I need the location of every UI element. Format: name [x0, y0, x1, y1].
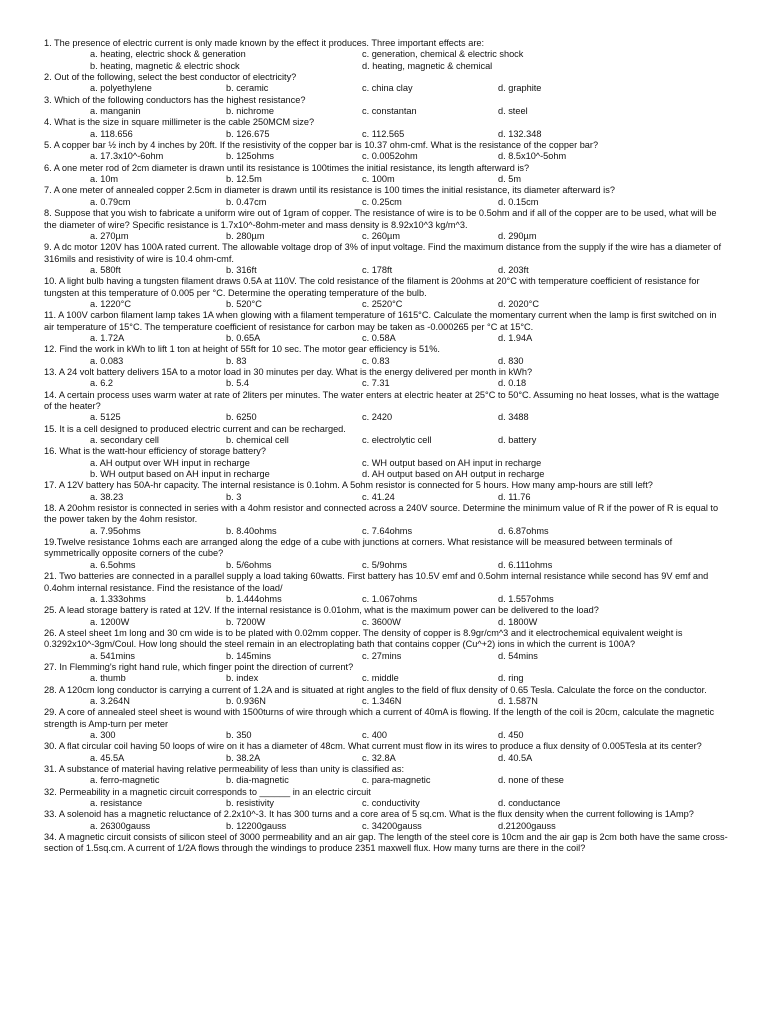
answer-option: b. 8.40ohms: [226, 525, 277, 536]
answer-option: b. 12200gauss: [226, 820, 287, 831]
answer-option: a. 7.95ohms: [90, 525, 141, 536]
answer-option: a. 1220°C: [90, 298, 131, 309]
answer-option: a. 118.656: [90, 128, 133, 139]
answer-option: a. polyethylene: [90, 83, 152, 94]
answer-option: d. 8.5x10^-5ohm: [498, 151, 567, 162]
question-text: 30. A flat circular coil having 50 loops of wire on it has a diameter of 48cm. What current must flow in its wires to produce a flux density of 0.005Tesla at its center?: [44, 741, 702, 752]
answer-option: b. chemical cell: [226, 435, 289, 446]
answer-option: b. 0.47cm: [226, 196, 267, 207]
answer-option: c. 34200gauss: [362, 820, 422, 831]
answer-options: [44, 526, 728, 537]
answer-option: a. 580ft: [90, 264, 121, 275]
answer-option: d. 11.76: [498, 491, 531, 502]
question-item: [44, 605, 728, 628]
answer-option: b. 83: [226, 355, 247, 366]
question-item: [44, 662, 728, 685]
answer-option: d. 6.87ohms: [498, 525, 549, 536]
answer-option: c. 41.24: [362, 491, 395, 502]
question-text: 32. Permeability in a magnetic circuit corresponds to ______ in an electric circuit: [44, 786, 371, 797]
question-item: [44, 95, 728, 118]
question-text: 27. In Flemming's right hand rule, which finger point the direction of current?: [44, 661, 354, 672]
answer-options: [44, 730, 728, 741]
answer-option: a. 17.3x10^-6ohm: [90, 151, 164, 162]
answer-option: b. ceramic: [226, 83, 269, 94]
answer-options: [44, 83, 728, 94]
answer-option: a. 38.23: [90, 491, 124, 502]
question-item: [44, 310, 728, 344]
question-text: 13. A 24 volt battery delivers 15A to a motor load in 30 minutes per day. What is the energy delivered per month in kWh?: [44, 366, 533, 377]
answer-option: c. 178ft: [362, 264, 393, 275]
answer-option: a. 10m: [90, 174, 119, 185]
question-text: 12. Find the work in kWh to lift 1 ton at height of 55ft for 10 sec. The motor gear efficiency is 51%.: [44, 344, 440, 355]
answer-option: c. 32.8A: [362, 752, 396, 763]
answer-option: c. 100m: [362, 174, 395, 185]
answer-option: a. ferro-magnetic: [90, 775, 160, 786]
answer-option: c. 2420: [362, 412, 393, 423]
answer-option: a. 0.083: [90, 355, 124, 366]
question-text: 21. Two batteries are connected in a parallel supply a load taking 60watts. First battery has 10.5V emf and 0.5ohm internal resistance while second has 9V emf and 0.4ohm internal resistance. Find the resistance of the load/: [44, 571, 709, 593]
answer-options: [44, 151, 728, 162]
question-text: 6. A one meter rod of 2cm diameter is drawn until its resistance is 100times the initial resistance, its length afterward is?: [44, 162, 530, 173]
question-item: [44, 38, 728, 72]
question-item: [44, 809, 728, 832]
question-item: [44, 242, 728, 276]
question-item: [44, 185, 728, 208]
answer-option: c. 7.31: [362, 378, 390, 389]
answer-option: d.21200gauss: [498, 820, 556, 831]
answer-option: d. 290µm: [498, 230, 537, 241]
answer-option: c. 1.346N: [362, 695, 402, 706]
question-item: [44, 446, 728, 480]
answer-option: b. 350: [226, 729, 252, 740]
question-item: [44, 117, 728, 140]
answer-option: c. constantan: [362, 106, 417, 117]
answer-options: [44, 492, 728, 503]
answer-options: [44, 673, 728, 684]
answer-options: [44, 333, 728, 344]
answer-option: c. 0.83: [362, 355, 390, 366]
answer-option: c. 112.565: [362, 128, 405, 139]
answer-option: a. 3.264N: [90, 695, 130, 706]
answer-option: d. steel: [498, 106, 528, 117]
answer-option: d. 40.5A: [498, 752, 533, 763]
question-item: [44, 764, 728, 787]
question-item: [44, 685, 728, 708]
answer-option: c. electrolytic cell: [362, 435, 432, 446]
question-text: 3. Which of the following conductors has the highest resistance?: [44, 94, 306, 105]
answer-option: c. 0.0052ohm: [362, 151, 418, 162]
answer-option: a. 26300gauss: [90, 820, 151, 831]
question-item: [44, 163, 728, 186]
answer-option: d. 3488: [498, 412, 529, 423]
answer-options: [44, 651, 728, 662]
question-item: [44, 367, 728, 390]
question-item: [44, 480, 728, 503]
answer-option: b. 7200W: [226, 616, 266, 627]
answer-option: a. manganin: [90, 106, 141, 117]
answer-option: b. 3: [226, 491, 242, 502]
answer-option: d. 54mins: [498, 650, 538, 661]
answer-option: c. 1.067ohms: [362, 593, 418, 604]
question-text: 5. A copper bar ½ inch by 4 inches by 20ft. If the resistivity of the copper bar is 10.37 ohm-cmf. What is the resistance of the copper bar?: [44, 140, 599, 151]
answer-option: a. 1.72A: [90, 332, 125, 343]
answer-options: [44, 798, 728, 809]
answer-options: [44, 617, 728, 628]
answer-option: a. 1200W: [90, 616, 130, 627]
answer-option: a. 45.5A: [90, 752, 125, 763]
answer-option: b. 12.5m: [226, 174, 262, 185]
answer-option: c. 7.64ohms: [362, 525, 413, 536]
answer-option: d. 830: [498, 355, 524, 366]
answer-option: b. nichrome: [226, 106, 275, 117]
answer-option: b. 0.65A: [226, 332, 261, 343]
answer-option: c. 2520°C: [362, 298, 403, 309]
answer-options: [44, 775, 728, 786]
answer-option: c. 400: [362, 729, 388, 740]
answer-option: b. 5/6ohms: [226, 559, 272, 570]
answer-option: d. 6.111ohms: [498, 559, 553, 570]
answer-option: b. 38.2A: [226, 752, 261, 763]
answer-option: d. 5m: [498, 174, 521, 185]
answer-option: d. 450: [498, 729, 524, 740]
answer-option: a. 5125: [90, 412, 121, 423]
question-item: [44, 707, 728, 741]
answer-option: b. 280µm: [226, 230, 265, 241]
answer-option: d. 1.587N: [498, 695, 538, 706]
answer-option: c. para-magnetic: [362, 775, 431, 786]
answer-option: d. graphite: [498, 83, 542, 94]
question-item: [44, 832, 728, 855]
answer-option: b. index: [226, 673, 259, 684]
answer-option: d. conductance: [498, 798, 561, 809]
question-item: [44, 571, 728, 605]
question-text: 8. Suppose that you wish to fabricate a uniform wire out of 1gram of copper. The resistance of wire is to be 0.5ohm and if all of the copper are to be used, what will be the diameter of wire? Specific resistance is 1.7x10^-8ohm-meter and mass density is 8.92x10^3 kg/m^3.: [44, 208, 717, 230]
answer-options: [44, 560, 728, 571]
answer-options: [44, 197, 728, 208]
question-text: 16. What is the watt-hour efficiency of storage battery?: [44, 446, 266, 457]
question-text: 11. A 100V carbon filament lamp takes 1A when glowing with a filament temperature of 1615°C. Calculate the momentary current when the lamp is first switched on in air temperature of 15°C. The temperature coefficient of resistance for carbon may be taken as -0.000265 per °C at 15°C.: [44, 310, 717, 332]
answer-options: [44, 458, 728, 481]
answer-option: a. secondary cell: [90, 435, 159, 446]
answer-option: c. WH output based on AH input in recharge: [362, 457, 542, 468]
answer-options: [44, 265, 728, 276]
answer-options: [44, 231, 728, 242]
question-item: [44, 390, 728, 424]
answer-option: b. 1.444ohms: [226, 593, 282, 604]
answer-option: d. battery: [498, 435, 537, 446]
question-text: 17. A 12V battery has 50A-hr capacity. The internal resistance is 0.1ohm. A 5ohm resistor is connected for 5 hours. How many amp-hours are still left?: [44, 480, 653, 491]
question-item: [44, 344, 728, 367]
question-text: 18. A 20ohm resistor is connected in series with a 4ohm resistor and connected across a 240V source. Determine the minimum value of R if the power of R is equal to the power taken by the 4ohm resistor.: [44, 503, 719, 525]
question-text: 25. A lead storage battery is rated at 12V. If the internal resistance is 0.01ohm, what is the maximum power can be delivered to the load?: [44, 605, 599, 616]
question-item: [44, 424, 728, 447]
question-item: [44, 537, 728, 571]
answer-options: [44, 129, 728, 140]
answer-options: [44, 378, 728, 389]
answer-option: a. 300: [90, 729, 116, 740]
answer-option: a. thumb: [90, 673, 126, 684]
answer-option: c. 0.25cm: [362, 196, 402, 207]
question-text: 28. A 120cm long conductor is carrying a current of 1.2A and is situated at right angles to the field of flux density of 0.65 Tesla. Calculate the force on the conductor.: [44, 684, 707, 695]
answer-options: [44, 696, 728, 707]
answer-options: [44, 435, 728, 446]
answer-options: [44, 106, 728, 117]
answer-option: b. heating, magnetic & electric shock: [90, 60, 240, 71]
answer-option: b. 125ohms: [226, 151, 275, 162]
answer-option: b. 520°C: [226, 298, 262, 309]
question-item: [44, 140, 728, 163]
question-item: [44, 276, 728, 310]
answer-option: d. none of these: [498, 775, 564, 786]
answer-options: [44, 594, 728, 605]
question-item: [44, 208, 728, 242]
answer-option: d. 132.348: [498, 128, 542, 139]
answer-option: a. 541mins: [90, 650, 135, 661]
question-item: [44, 72, 728, 95]
question-text: 34. A magnetic circuit consists of silicon steel of 3000 permeability and an air gap. The length of the steel core is 10cm and the air gap is 2cm both have the same cross-section of 1.5sq.cm. A current of 1/2A flows through the windings to produce 2351 maxwell flux. How many turns are there in the coil?: [44, 832, 728, 854]
answer-option: a. AH output over WH input in recharge: [90, 457, 250, 468]
answer-option: d. 203ft: [498, 264, 529, 275]
question-text: 15. It is a cell designed to produced electric current and can be recharged.: [44, 423, 346, 434]
answer-option: d. 2020°C: [498, 298, 539, 309]
answer-option: a. resistance: [90, 798, 143, 809]
question-text: 29. A core of annealed steel sheet is wound with 1500turns of wire through which a current of 40mA is flowing. If the length of the coil is 20cm, calculate the magnetic strength is Amp-turn per meter: [44, 707, 715, 729]
answer-option: d. ring: [498, 673, 524, 684]
answer-options: [44, 174, 728, 185]
answer-option: a. 0.79cm: [90, 196, 131, 207]
answer-option: c. china clay: [362, 83, 413, 94]
question-text: 33. A solenoid has a magnetic reluctance of 2.2x10^-3. It has 300 turns and a core area of 5 sq.cm. What is the flux density when the current following is 1Amp?: [44, 809, 694, 820]
answer-option: b. resistivity: [226, 798, 274, 809]
answer-options: [44, 412, 728, 423]
answer-option: b. WH output based on AH input in recharge: [90, 469, 270, 480]
answer-option: c. 0.58A: [362, 332, 396, 343]
answer-option: c. 27mins: [362, 650, 402, 661]
answer-option: a. 1.333ohms: [90, 593, 146, 604]
answer-option: d. 0.18: [498, 378, 527, 389]
answer-option: c. 5/9ohms: [362, 559, 407, 570]
question-text: 31. A substance of material having relative permeability of less than unity is classified as:: [44, 764, 405, 774]
answer-option: b. 6250: [226, 412, 257, 423]
answer-option: d. 1.94A: [498, 332, 533, 343]
answer-option: c. 3600W: [362, 616, 401, 627]
question-text: 1. The presence of electric current is only made known by the effect it produces. Three important effects are:: [44, 38, 485, 48]
question-item: [44, 787, 728, 810]
question-item: [44, 741, 728, 764]
question-text: 7. A one meter of annealed copper 2.5cm in diameter is drawn until its resistance is 100 times the initial resistance, its diameter afterward is?: [44, 185, 615, 196]
answer-option: c. conductivity: [362, 798, 420, 809]
question-text: 19.Twelve resistance 1ohms each are arranged along the edge of a cube with junctions at corners. What resistance will be measured between terminals of symmetrically opposite corners of the cube?: [44, 537, 673, 559]
answer-option: b. 126.675: [226, 128, 270, 139]
answer-option: a. 6.2: [90, 378, 113, 389]
answer-option: b. dia-magnetic: [226, 775, 289, 786]
answer-option: d. 1.557ohms: [498, 593, 554, 604]
answer-options: [44, 356, 728, 367]
question-text: 14. A certain process uses warm water at rate of 2liters per minutes. The water enters at electric heater at 25°C to 50°C. Assuming no heat losses, what is the wattage of the heater?: [44, 389, 720, 411]
answer-option: a. 270µm: [90, 230, 129, 241]
question-item: [44, 628, 728, 662]
answer-option: c. 260µm: [362, 230, 400, 241]
question-text: 2. Out of the following, select the best conductor of electricity?: [44, 72, 297, 83]
answer-options: [44, 49, 728, 72]
answer-option: c. generation, chemical & electric shock: [362, 49, 524, 60]
answer-options: [44, 299, 728, 310]
answer-option: b. 5.4: [226, 378, 249, 389]
question-text: 4. What is the size in square millimeter is the cable 250MCM size?: [44, 117, 315, 128]
answer-option: b. 0.936N: [226, 695, 266, 706]
answer-option: a. heating, electric shock & generation: [90, 49, 246, 60]
answer-option: d. 1800W: [498, 616, 538, 627]
question-item: [44, 503, 728, 537]
answer-options: [44, 753, 728, 764]
answer-option: d. heating, magnetic & chemical: [362, 60, 493, 71]
answer-option: a. 6.5ohms: [90, 559, 136, 570]
answer-option: d. 0.15cm: [498, 196, 539, 207]
answer-option: b. 316ft: [226, 264, 257, 275]
question-text: 10. A light bulb having a tungsten filament draws 0.5A at 110V. The cold resistance of the filament is 20ohms at 20°C with temperature coefficient of resistance for tungsten at this temperature of 0.005 per °C. Determine the operating temperature of the bulb.: [44, 276, 700, 298]
question-text: 9. A dc motor 120V has 100A rated current. The allowable voltage drop of 3% of input voltage. Find the maximum distance from the supply if the wire has a diameter of 316mils and resistivity of wire is 10.4 ohm-cmf.: [44, 242, 722, 264]
question-text: 26. A steel sheet 1m long and 30 cm wide is to be plated with 0.02mm copper. The density of copper is 8.9gr/cm^3 and it electrochemical equivalent weight is 0.3292x10^-3gm/Coul. How long should the steel remain in an electroplating bath that contains copper (Cu^+2) ions in which the current is 100A?: [44, 627, 683, 650]
answer-option: b. 145mins: [226, 650, 271, 661]
answer-option: c. middle: [362, 673, 399, 684]
answer-options: [44, 821, 728, 832]
answer-option: d. AH output based on AH output in recharge: [362, 469, 545, 480]
